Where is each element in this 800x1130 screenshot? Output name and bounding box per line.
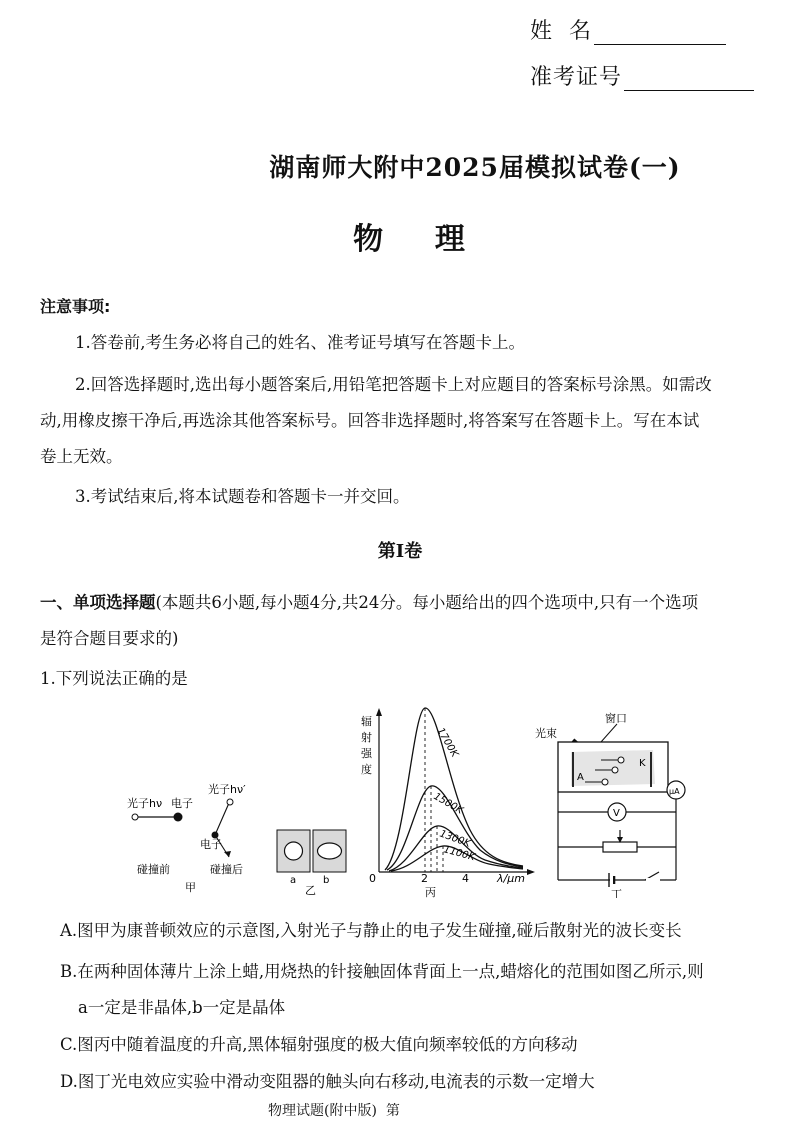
exam-id-field [530,60,754,91]
bing-tick-2: 2 [421,872,428,885]
bing-label-1500: 1500K [431,791,465,817]
ding-electron-2 [612,767,618,773]
option-c: C.图丙中随着温度的升高,黑体辐射强度的极大值向频率较低的方向移动 [60,1035,578,1054]
bing-ylabel-2: 射 [361,731,372,744]
bing-label-1100: 1100K [442,844,476,864]
bing-xlabel: λ/μm [497,872,525,885]
option-b-line1: B.在两种固体薄片上涂上蜡,用烧热的针接触固体背面上一点,蜡熔化的范围如图乙所示,则 [60,962,704,981]
name-blank [594,24,726,45]
option-a: A.图甲为康普顿效应的示意图,入射光子与静止的电子发生碰撞,碰后散射光的波长变长 [60,921,682,940]
section-heading [40,585,698,621]
yi-ellipse-b [318,843,342,859]
jia-electron-dot [174,813,183,822]
ding-window-label: 窗口 [605,712,627,725]
jia-photon-dot [132,814,138,820]
name-label: 姓 名 [530,19,592,44]
exam-id-label: 准考证号 [530,65,623,90]
jia-arrow-head [224,851,231,857]
bing-tick-4: 4 [462,872,469,885]
jia-after-label: 碰撞后 [210,863,243,876]
notice-item-3: 3.考试结束后,将本试题卷和答题卡一并交回。 [75,487,410,506]
jia-photon-scatter [215,803,229,835]
figure-jia [125,775,265,895]
ding-switch-gap [646,878,660,882]
bing-y-arrow [376,708,382,716]
ding-label-A: A [577,772,584,783]
notice-item-2-cont2: 卷上无效。 [40,447,123,466]
figure-yi [275,825,355,895]
jia-photon-before: 光子hν [127,797,163,810]
jia-photon-after: 光子hν′ [208,783,246,796]
bing-ylabel-1: 辐 [361,715,372,728]
yi-label-a: a [290,875,297,886]
yi-label-b: b [323,875,330,886]
subject-title: 物 理 [353,222,467,257]
option-b-line2: a一定是非晶体,b一定是晶体 [78,998,286,1017]
ding-electron-1 [618,757,624,763]
bing-label-1700: 1700K [434,726,460,760]
ding-ammeter-label: μA [669,787,680,796]
part-title: 第Ⅰ卷 [377,541,423,562]
section-heading-line2: 是符合题目要求的) [40,629,179,648]
notice-item-1: 1.答卷前,考生务必将自己的姓名、准考证号填写在答题卡上。 [75,333,525,352]
ding-beam-label: 光束 [535,727,557,740]
ding-voltmeter-label: V [613,808,620,819]
figure-bing [355,700,535,898]
exam-title: 湖南师大附中2025届模拟试卷(一) [269,153,681,182]
yi-circle-a [285,842,303,860]
question-1-stem: 1.下列说法正确的是 [40,669,188,688]
ding-rheostat [603,842,637,852]
exam-id-blank [624,70,754,91]
section-heading-bold: 一、单项选择题 [40,593,156,612]
bing-caption: 丙 [425,886,436,898]
jia-caption: 甲 [185,881,196,894]
figure-ding [533,702,693,898]
bing-origin: 0 [369,872,376,885]
notice-heading: 注意事项: [40,297,111,316]
jia-before-label: 碰撞前 [137,863,170,876]
yi-caption: 乙 [305,884,316,895]
section-heading-rest: (本题共6小题,每小题4分,共24分。每小题给出的四个选项中,只有一个选项 [155,593,699,612]
ding-battery-gap [610,873,613,887]
notice-item-2: 2.回答选择题时,选出每小题答案后,用铅笔把答题卡上对应题目的答案标号涂黑。如需改 [75,375,712,394]
page-footer: 物理试题(附中版) 第 [268,1103,400,1119]
bing-ylabel-3: 强 [361,747,372,760]
jia-electron-after: 电子 [200,838,222,851]
name-field [530,14,726,45]
option-d: D.图丁光电效应实验中滑动变阻器的触头向右移动,电流表的示数一定增大 [60,1072,595,1091]
bing-ylabel-4: 度 [361,763,372,776]
ding-window-pointer [601,724,617,742]
ding-caption: 丁 [611,888,622,898]
notice-item-2-cont: 动,用橡皮擦干净后,再选涂其他答案标号。回答非选择题时,将答案写在答题卡上。写在本试 [40,411,700,430]
ding-electron-3 [602,779,608,785]
ding-label-K: K [639,758,646,769]
bing-label-1300: 1300K [437,828,472,850]
jia-scattered-photon [227,799,233,805]
jia-electron-before: 电子 [171,797,193,810]
